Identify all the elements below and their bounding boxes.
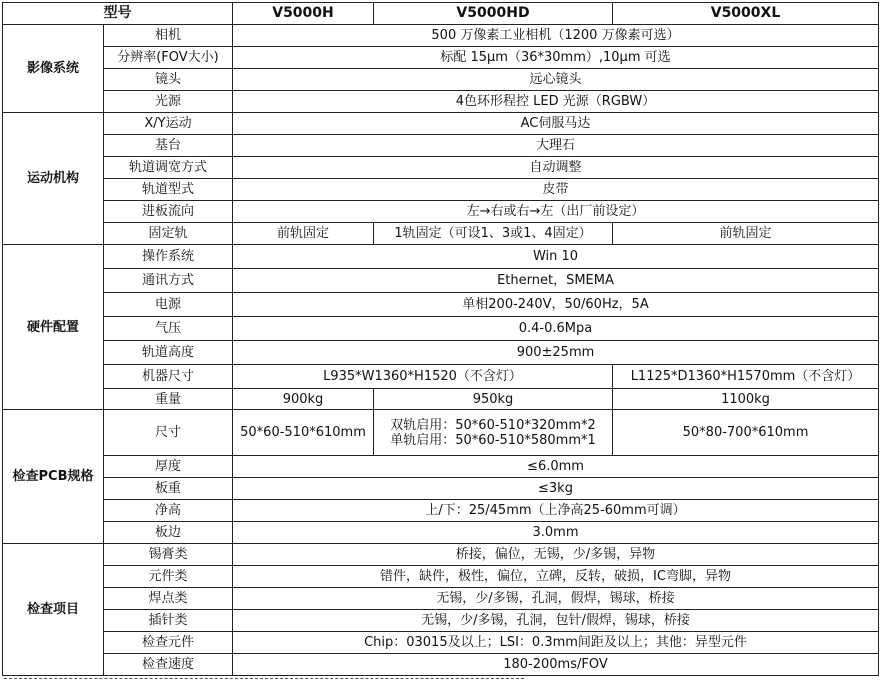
value-v5000hd: 1轨固定（可设1、3或1、4固定） — [374, 223, 613, 245]
item-label: 净高 — [104, 500, 233, 522]
table-row — [3, 317, 879, 341]
table-row — [3, 179, 879, 201]
item-value: Ethernet，SMEMA — [233, 269, 879, 293]
category-imaging: 影像系统 — [3, 25, 104, 113]
item-label: 气压 — [104, 317, 233, 341]
model-v5000hd: V5000HD — [374, 3, 613, 25]
table-row — [3, 566, 879, 588]
item-value: 远心镜头 — [233, 69, 879, 91]
item-label: 操作系统 — [104, 245, 233, 269]
header-row — [3, 3, 879, 25]
table-row — [3, 341, 879, 365]
table-row — [3, 544, 879, 566]
table-row — [3, 389, 879, 410]
item-value: 无锡，少/多锡，孔洞，包针/假焊，锡球，桥接 — [233, 610, 879, 632]
table-row — [3, 610, 879, 632]
table-row — [3, 588, 879, 610]
value-v5000xl: 前轨固定 — [613, 223, 879, 245]
item-value: 900±25mm — [233, 341, 879, 365]
dual-rail-size: 双轨启用：50*60-510*320mm*2 — [390, 417, 596, 433]
item-value: 皮带 — [233, 179, 879, 201]
item-label: 固定轨 — [104, 223, 233, 245]
item-label: 基台 — [104, 135, 233, 157]
value-v5000xl: L1125*D1360*H1570mm（不含灯） — [613, 365, 879, 389]
item-value: 自动调整 — [233, 157, 879, 179]
table-row — [3, 654, 879, 676]
item-value: 上/下：25/45mm（上净高25-60mm可调） — [233, 500, 879, 522]
item-label: 重量 — [104, 389, 233, 410]
item-value: AC伺服马达 — [233, 113, 879, 135]
item-label: 分辨率(FOV大小) — [104, 47, 233, 69]
category-inspection-items: 检查项目 — [3, 544, 104, 676]
item-value: Chip：03015及以上；LSI：0.3mm间距及以上；其他：异型元件 — [233, 632, 879, 654]
value-v5000hd — [374, 410, 613, 456]
item-label: 电源 — [104, 293, 233, 317]
category-motion: 运动机构 — [3, 113, 104, 245]
table-row — [3, 113, 879, 135]
item-label: 轨道调宽方式 — [104, 157, 233, 179]
item-value: 0.4-0.6Mpa — [233, 317, 879, 341]
item-label: 进板流向 — [104, 201, 233, 223]
item-value: Win 10 — [233, 245, 879, 269]
table-row — [3, 223, 879, 245]
item-value: ≤3kg — [233, 478, 879, 500]
model-header-label: 型号 — [3, 3, 233, 25]
table-row — [3, 365, 879, 389]
table-row — [3, 522, 879, 544]
item-label: 焊点类 — [104, 588, 233, 610]
model-v5000h: V5000H — [233, 3, 374, 25]
table-row — [3, 293, 879, 317]
item-label: 元件类 — [104, 566, 233, 588]
value-v5000h: 50*60-510*610mm — [233, 410, 374, 456]
item-label: 锡膏类 — [104, 544, 233, 566]
item-label: 插针类 — [104, 610, 233, 632]
value-v5000xl: 1100kg — [613, 389, 879, 410]
value-v5000h: 900kg — [233, 389, 374, 410]
item-label: 轨道高度 — [104, 341, 233, 365]
item-label: 板边 — [104, 522, 233, 544]
table-row — [3, 245, 879, 269]
item-value: 单相200-240V，50/60Hz，5A — [233, 293, 879, 317]
table-row — [3, 269, 879, 293]
table-row — [3, 201, 879, 223]
item-value: 无锡，少/多锡，孔洞，假焊，锡球，桥接 — [233, 588, 879, 610]
item-label: 镜头 — [104, 69, 233, 91]
item-value: 180-200ms/FOV — [233, 654, 879, 676]
item-value: 大理石 — [233, 135, 879, 157]
table-row — [3, 456, 879, 478]
item-value: 左→右或右→左（出厂前设定） — [233, 201, 879, 223]
item-value: 4色环形程控 LED 光源（RGBW） — [233, 91, 879, 113]
table-row — [3, 632, 879, 654]
item-label: X/Y运动 — [104, 113, 233, 135]
footer-divider — [4, 678, 524, 680]
spec-table — [2, 2, 879, 676]
value-v5000h-hd: L935*W1360*H1520（不含灯） — [233, 365, 613, 389]
item-label: 尺寸 — [104, 410, 233, 456]
table-row — [3, 135, 879, 157]
table-row — [3, 91, 879, 113]
item-label: 板重 — [104, 478, 233, 500]
value-v5000xl: 50*80-700*610mm — [613, 410, 879, 456]
table-row — [3, 478, 879, 500]
item-label: 检查速度 — [104, 654, 233, 676]
item-value: 3.0mm — [233, 522, 879, 544]
table-row — [3, 157, 879, 179]
item-value: 500 万像素工业相机（1200 万像素可选） — [233, 25, 879, 47]
item-label: 机器尺寸 — [104, 365, 233, 389]
item-label: 相机 — [104, 25, 233, 47]
item-label: 厚度 — [104, 456, 233, 478]
item-label: 光源 — [104, 91, 233, 113]
table-row — [3, 500, 879, 522]
item-value: 错件，缺件，极性，偏位，立碑，反转，破损，IC弯脚，异物 — [233, 566, 879, 588]
model-v5000xl: V5000XL — [613, 3, 879, 25]
item-label: 轨道型式 — [104, 179, 233, 201]
item-value: 桥接，偏位，无锡，少/多锡，异物 — [233, 544, 879, 566]
value-v5000hd: 950kg — [374, 389, 613, 410]
item-label: 通讯方式 — [104, 269, 233, 293]
table-row — [3, 25, 879, 47]
item-value: 标配 15μm（36*30mm）,10μm 可选 — [233, 47, 879, 69]
table-row — [3, 47, 879, 69]
single-rail-size: 单轨启用：50*60-510*580mm*1 — [390, 432, 596, 448]
value-v5000h: 前轨固定 — [233, 223, 374, 245]
item-value: ≤6.0mm — [233, 456, 879, 478]
table-row — [3, 69, 879, 91]
table-row — [3, 410, 879, 456]
category-hardware: 硬件配置 — [3, 245, 104, 410]
item-label: 检查元件 — [104, 632, 233, 654]
category-pcb-spec: 检查PCB规格 — [3, 410, 104, 544]
